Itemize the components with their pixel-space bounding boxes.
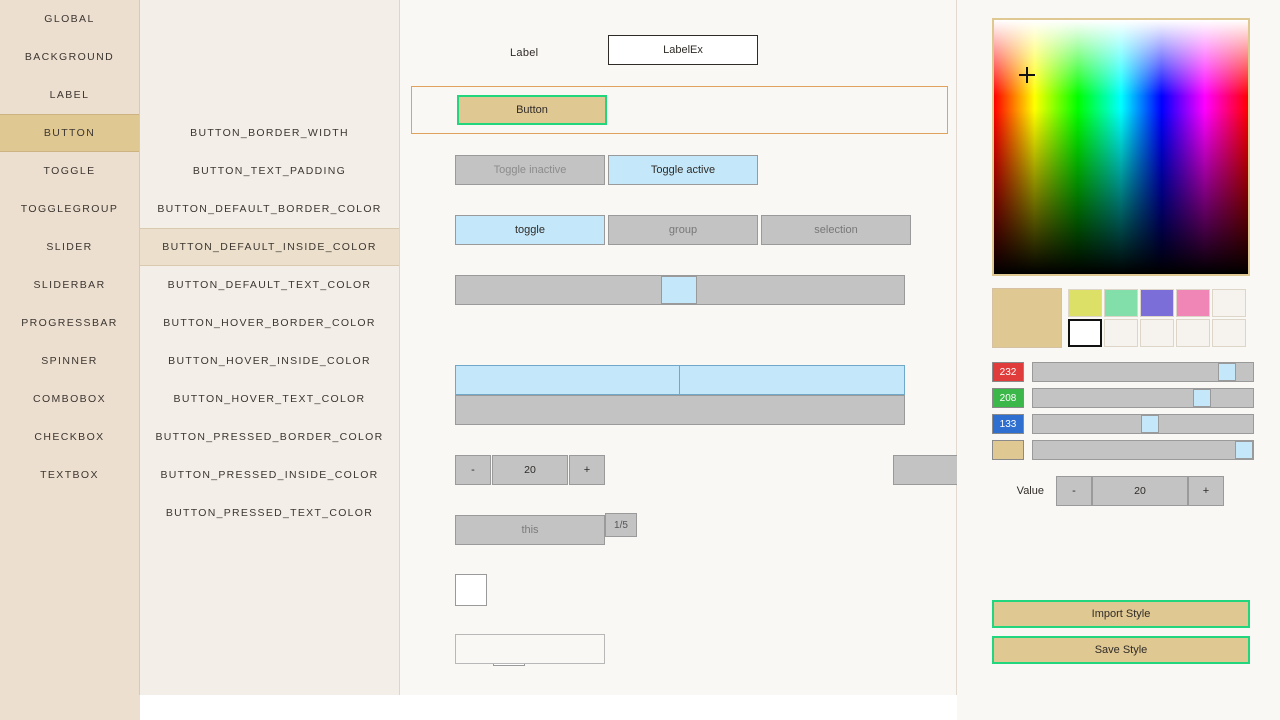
channel-value-green: 208	[992, 388, 1024, 408]
channel-row-red	[992, 361, 1254, 383]
sidebar-item-toggle[interactable]	[0, 152, 139, 190]
preview-button[interactable]	[457, 95, 607, 125]
palette-swatch-3[interactable]	[1176, 289, 1210, 317]
value-decrement-button[interactable]: -	[1056, 476, 1092, 506]
property-label: BUTTON_BORDER_WIDTH	[190, 127, 349, 139]
property-button-pressed-text-color[interactable]	[140, 494, 399, 532]
preview-spinner-decrement[interactable]: -	[455, 455, 491, 485]
palette-swatch-4[interactable]	[1212, 289, 1246, 317]
property-button-hover-text-color[interactable]	[140, 380, 399, 418]
color-panel	[957, 0, 1280, 695]
property-label: BUTTON_DEFAULT_INSIDE_COLOR	[162, 241, 377, 253]
sidebar-item-label[interactable]	[0, 76, 139, 114]
palette-swatch-0[interactable]	[1068, 289, 1102, 317]
preview-slider[interactable]	[455, 275, 905, 305]
sidebar-item-label: SLIDERBAR	[33, 279, 106, 291]
sidebar-item-button[interactable]	[0, 114, 139, 152]
preview-pane	[400, 0, 957, 695]
property-button-hover-border-color[interactable]	[140, 304, 399, 342]
sidebar-item-global[interactable]	[0, 0, 139, 38]
property-button-default-border-color[interactable]	[140, 190, 399, 228]
sidebar-item-label: COMBOBOX	[32, 393, 107, 405]
property-button-text-padding[interactable]	[140, 152, 399, 190]
sidebar-item-label: GLOBAL	[44, 13, 95, 25]
preview-toggle-inactive[interactable]: Toggle inactive	[455, 155, 605, 185]
preview-combobox-count[interactable]: 1/5	[605, 513, 637, 537]
sidebar-item-combobox[interactable]	[0, 380, 139, 418]
sidebar-item-label: BUTTON	[43, 127, 96, 139]
channel-slider-alpha[interactable]	[1032, 440, 1254, 460]
property-button-border-width[interactable]	[140, 114, 399, 152]
sidebar-item-spinner[interactable]	[0, 342, 139, 380]
value-current: 20	[1092, 476, 1188, 506]
current-color-swatch	[992, 288, 1062, 348]
color-cursor-icon	[1019, 67, 1035, 83]
palette-swatch-9[interactable]	[1212, 319, 1246, 347]
palette-swatch-2[interactable]	[1140, 289, 1174, 317]
sidebar-item-label: PROGRESSBAR	[21, 317, 118, 329]
preview-sliderbar[interactable]	[455, 365, 905, 395]
palette-swatch-1[interactable]	[1104, 289, 1138, 317]
property-label: BUTTON_HOVER_BORDER_COLOR	[163, 317, 376, 329]
preview-togglegroup-item-1[interactable]: group	[608, 215, 758, 245]
sidebar-item-checkbox[interactable]	[0, 418, 139, 456]
property-label: BUTTON_PRESSED_BORDER_COLOR	[155, 431, 384, 443]
preview-button-label: Button	[516, 104, 548, 116]
property-label: BUTTON_DEFAULT_TEXT_COLOR	[167, 279, 372, 291]
sidebar-item-sliderbar[interactable]	[0, 266, 139, 304]
property-button-default-inside-color[interactable]	[140, 228, 399, 266]
property-label: BUTTON_HOVER_INSIDE_COLOR	[168, 355, 371, 367]
preview-togglegroup-item-2[interactable]: selection	[761, 215, 911, 245]
sidebar-item-label: LABEL	[49, 89, 90, 101]
property-label: BUTTON_TEXT_PADDING	[192, 165, 347, 177]
property-list-spacer	[140, 0, 399, 114]
property-label: BUTTON_PRESSED_INSIDE_COLOR	[160, 469, 379, 481]
preview-spinner-value: 20	[492, 455, 568, 485]
channel-slider-blue[interactable]	[1032, 414, 1254, 434]
palette-swatch-6[interactable]	[1104, 319, 1138, 347]
channel-value-red: 232	[992, 362, 1024, 382]
channel-value-alpha	[992, 440, 1024, 460]
save-style-button[interactable]: Save Style	[992, 636, 1250, 664]
channel-row-green	[992, 387, 1254, 409]
property-button-pressed-border-color[interactable]	[140, 418, 399, 456]
property-label: BUTTON_DEFAULT_BORDER_COLOR	[157, 203, 382, 215]
preview-label-caption: Label	[510, 47, 539, 59]
preview-togglegroup-item-0[interactable]: toggle	[455, 215, 605, 245]
import-style-button[interactable]: Import Style	[992, 600, 1250, 628]
sidebar-item-label: SPINNER	[41, 355, 98, 367]
bottom-strip-right	[957, 695, 1280, 720]
preview-checkbox-unchecked[interactable]	[455, 574, 487, 606]
sidebar-item-label: TOGGLE	[43, 165, 96, 177]
bottom-strip	[0, 695, 1280, 720]
slider-knob[interactable]	[661, 276, 697, 304]
sidebar-item-background[interactable]	[0, 38, 139, 76]
channel-row-blue	[992, 413, 1254, 435]
sidebar-item-togglegroup[interactable]	[0, 190, 139, 228]
property-button-hover-inside-color[interactable]	[140, 342, 399, 380]
channel-row-alpha	[992, 439, 1254, 461]
sidebar-item-label: TOGGLEGROUP	[20, 203, 119, 215]
preview-textbox[interactable]	[455, 634, 605, 664]
preview-spinner-increment[interactable]: +	[569, 455, 605, 485]
sidebar-item-slider[interactable]	[0, 228, 139, 266]
property-label: BUTTON_PRESSED_TEXT_COLOR	[165, 507, 374, 519]
channel-knob-blue[interactable]	[1141, 415, 1159, 433]
sidebar-item-progressbar[interactable]	[0, 304, 139, 342]
sliderbar-divider	[679, 366, 680, 394]
sidebar-item-label: SLIDER	[46, 241, 93, 253]
property-button-pressed-inside-color[interactable]	[140, 456, 399, 494]
palette-swatch-7[interactable]	[1140, 319, 1174, 347]
preview-label-value: LabelEx	[608, 35, 758, 65]
property-button-default-text-color[interactable]	[140, 266, 399, 304]
palette-swatch-5[interactable]	[1068, 319, 1102, 347]
property-label: BUTTON_HOVER_TEXT_COLOR	[173, 393, 366, 405]
channel-knob-alpha[interactable]	[1235, 441, 1253, 459]
property-list	[140, 0, 400, 695]
preview-combobox[interactable]: this	[455, 515, 605, 545]
sidebar-item-label: TEXTBOX	[40, 469, 99, 481]
sidebar-item-textbox[interactable]	[0, 456, 139, 494]
channel-knob-red[interactable]	[1218, 363, 1236, 381]
sidebar-item-label: BACKGROUND	[24, 51, 115, 63]
value-increment-button[interactable]: +	[1188, 476, 1224, 506]
category-sidebar	[0, 0, 140, 695]
channel-value-blue: 133	[992, 414, 1024, 434]
channel-knob-green[interactable]	[1193, 389, 1211, 407]
value-caption: Value	[1016, 485, 1044, 497]
palette-grid	[1067, 288, 1247, 348]
preview-toggle-active[interactable]: Toggle active	[608, 155, 758, 185]
saturation-value-box[interactable]	[992, 18, 1250, 276]
value-spinner	[992, 476, 1224, 506]
preview-progressbar	[455, 395, 905, 425]
preview-button-panel	[411, 86, 948, 134]
sidebar-item-label: CHECKBOX	[34, 431, 105, 443]
channel-slider-green[interactable]	[1032, 388, 1254, 408]
palette-swatch-8[interactable]	[1176, 319, 1210, 347]
channel-slider-red[interactable]	[1032, 362, 1254, 382]
bottom-strip-left	[0, 695, 140, 720]
